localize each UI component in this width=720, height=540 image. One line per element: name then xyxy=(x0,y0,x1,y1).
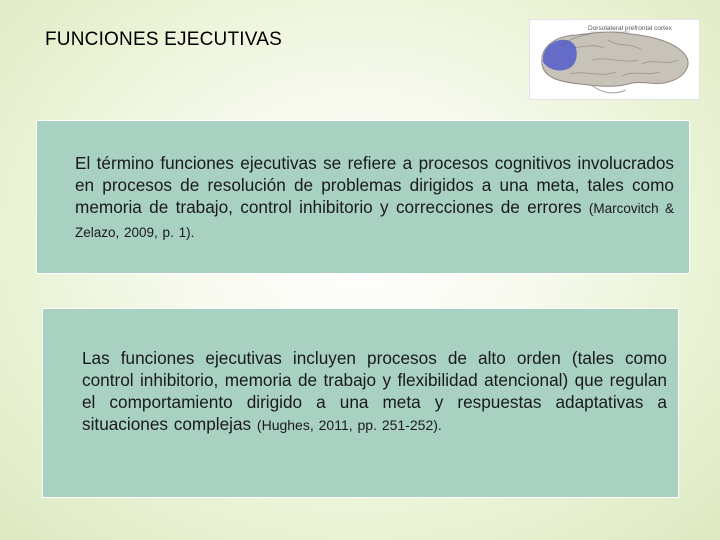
definition-text xyxy=(82,347,667,436)
definition-body: El término funciones ejecutivas se refiere a procesos cognitivos involucrados en procesos de resolución de problemas dirigidos a una meta, tales como memoria de trabajo, control inhibitorio y correcciones de errores xyxy=(75,153,674,217)
definition-box-marcovitch xyxy=(36,120,690,274)
definition-citation: (Hughes, 2011, pp. 251-252). xyxy=(256,417,442,433)
definition-text xyxy=(75,152,674,244)
definition-box-hughes xyxy=(42,308,679,498)
definition-citation: (Marcovitch & Zelazo, 2009, p. 1). xyxy=(75,201,674,240)
slide-title: FUNCIONES EJECUTIVAS xyxy=(45,29,282,50)
highlighted-region xyxy=(543,40,577,71)
definition-body: Las funciones ejecutivas incluyen procesos de alto orden (tales como control inhibitorio, memoria de trabajo y flexibilidad atencional) que regulan el comportamiento dirigido a una meta y respuestas adaptativas a situaciones complejas xyxy=(82,348,667,434)
brain-caption: Dorsolateral prefrontal cortex xyxy=(588,25,672,32)
brain-diagram-image xyxy=(529,19,700,100)
